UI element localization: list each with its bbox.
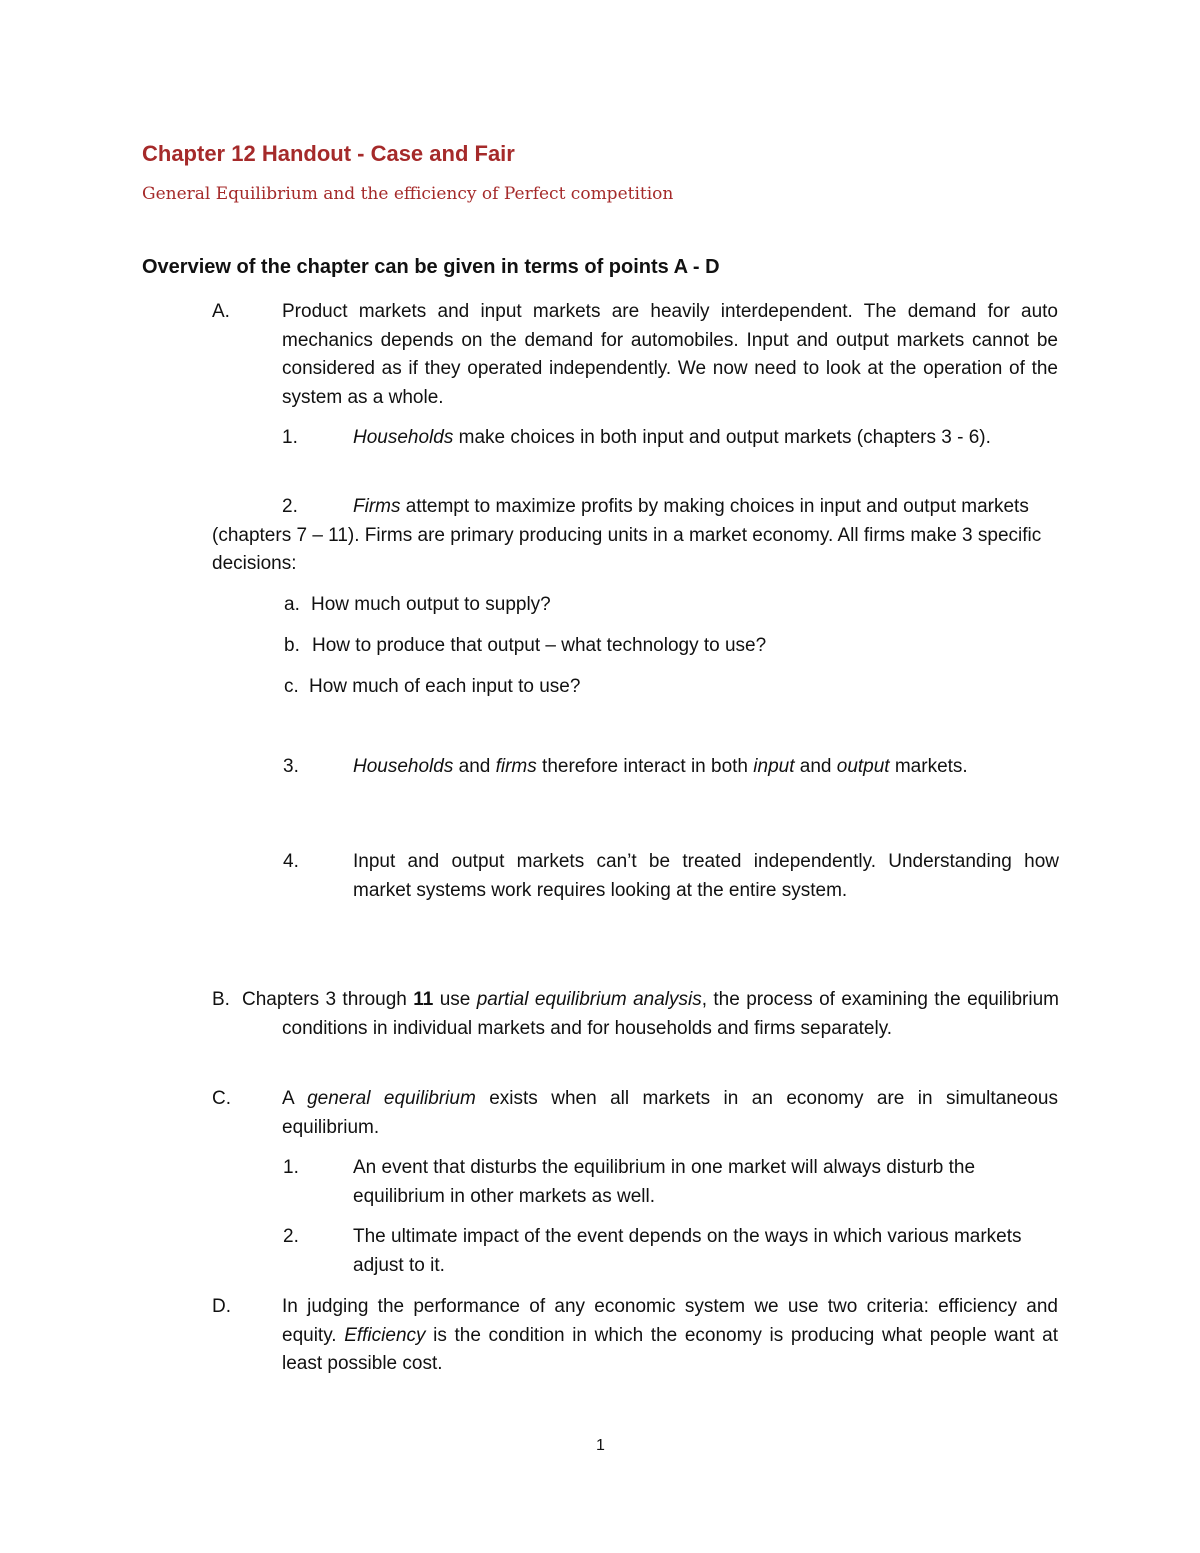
point-a-item2-text bbox=[212, 493, 1062, 579]
and-text: and bbox=[453, 756, 496, 777]
point-c-marker: C. bbox=[212, 1088, 231, 1109]
efficiency-term: Efficiency bbox=[344, 1324, 426, 1346]
point-b-mid: use bbox=[433, 989, 477, 1010]
point-c-pre: A bbox=[282, 1088, 308, 1109]
point-a-item1-marker: 1. bbox=[282, 427, 298, 448]
point-b-post: , the process of examining the equilibrium conditions in individual markets and for households and firms separately. bbox=[282, 989, 1059, 1039]
point-d-pre: In judging the performance of any economic system we use two criteria: efficiency and equity. bbox=[282, 1296, 1058, 1346]
decision-c-marker: c. bbox=[284, 676, 299, 697]
point-b-marker: B. bbox=[212, 989, 230, 1010]
decision-a-marker: a. bbox=[284, 594, 300, 615]
and-text-2: and bbox=[794, 756, 837, 777]
firms-term-2: firms bbox=[495, 756, 537, 777]
point-a-marker: A. bbox=[212, 301, 230, 322]
overview-heading: Overview of the chapter can be given in terms of points A - D bbox=[142, 256, 720, 278]
decision-b-text: How to produce that output – what technology to use? bbox=[312, 635, 767, 656]
point-a-item3-text bbox=[353, 753, 1059, 782]
input-term: input bbox=[753, 756, 795, 777]
point-c-item1-marker: 1. bbox=[283, 1157, 299, 1178]
point-a-item2-body: attempt to maximize profits by making choices in input and output markets (chapters 7 – 11). Firms are primary producing units in a market economy. All firms make 3 specific decisions: bbox=[212, 496, 1042, 574]
point-b-text bbox=[212, 986, 1059, 1043]
page-title: Chapter 12 Handout - Case and Fair bbox=[142, 141, 515, 166]
point-a-item4-marker: 4. bbox=[283, 851, 299, 872]
point-a-text: Product markets and input markets are heavily interdependent. The demand for auto mechanics depends on the demand for automobiles. Input and output markets cannot be considered as if they operated independently. We now need to look at the operation of the system as a whole. bbox=[282, 301, 1058, 408]
point-a-item3-marker: 3. bbox=[283, 756, 299, 777]
point-a-item1-body: make choices in both input and output markets (chapters 3 - 6). bbox=[453, 427, 991, 448]
point-d-text bbox=[282, 1293, 1058, 1379]
point-a-item2-marker: 2. bbox=[282, 496, 298, 517]
point-d-marker: D. bbox=[212, 1296, 231, 1317]
point-c-item2-text: The ultimate impact of the event depends on the ways in which various markets adjust to it. bbox=[353, 1226, 1022, 1276]
point-b-chapter-number: 11 bbox=[413, 989, 434, 1010]
markets-text: markets. bbox=[889, 756, 968, 777]
partial-equilibrium-term: partial equilibrium analysis bbox=[476, 989, 702, 1010]
point-d-post: is the condition in which the economy is producing what people want at least possible cost. bbox=[282, 1324, 1058, 1374]
point-c-post: exists when all markets in an economy are in simultaneous equilibrium. bbox=[282, 1088, 1058, 1138]
point-a-item4-text: Input and output markets can’t be treated independently. Understanding how market systems work requires looking at the entire system. bbox=[353, 851, 1059, 901]
point-c-text bbox=[282, 1085, 1058, 1142]
decision-c-text: How much of each input to use? bbox=[309, 676, 581, 697]
point-c-item2-marker: 2. bbox=[283, 1226, 299, 1247]
point-c-item1-text: An event that disturbs the equilibrium in one market will always disturb the equilibrium in other markets as well. bbox=[353, 1157, 976, 1207]
households-term-2: Households bbox=[353, 756, 454, 777]
output-term: output bbox=[836, 756, 890, 777]
households-term: Households bbox=[353, 427, 454, 448]
point-b-pre: Chapters 3 through bbox=[242, 989, 414, 1010]
decision-a-text: How much output to supply? bbox=[311, 594, 551, 615]
firms-term: Firms bbox=[353, 496, 401, 517]
interact-text: therefore interact in both bbox=[536, 756, 754, 777]
page-subtitle: General Equilibrium and the efficiency of Perfect competition bbox=[142, 184, 674, 204]
decision-b-marker: b. bbox=[284, 635, 300, 656]
point-a-item1-text bbox=[353, 424, 1059, 453]
general-equilibrium-term: general equilibrium bbox=[307, 1088, 476, 1109]
page-number: 1 bbox=[596, 1437, 605, 1454]
